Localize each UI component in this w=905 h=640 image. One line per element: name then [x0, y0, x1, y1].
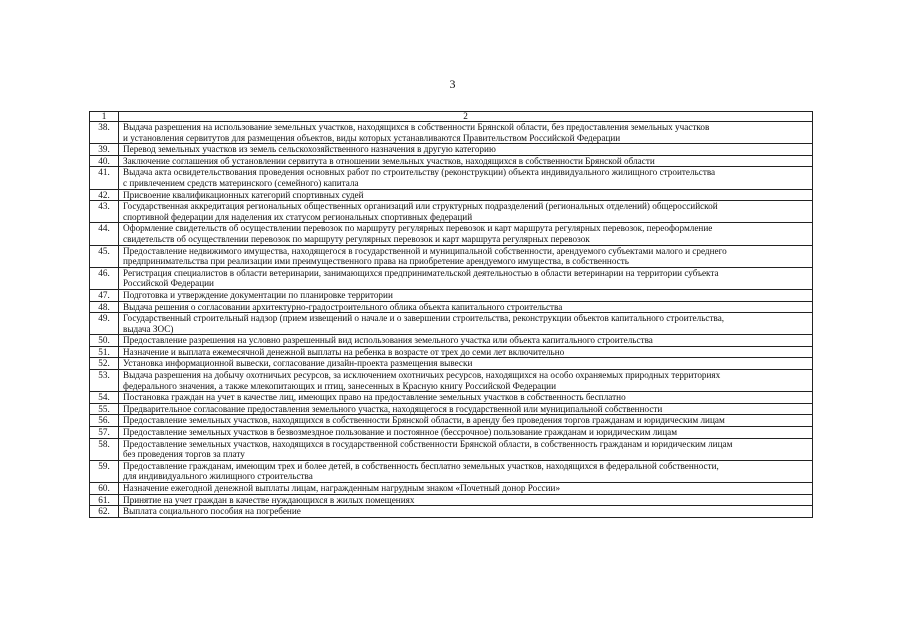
row-number: 52.	[90, 358, 119, 370]
table-row	[90, 144, 813, 156]
table-row	[90, 122, 813, 144]
table-row	[90, 167, 813, 189]
table-row	[90, 223, 813, 245]
service-name: Предоставление земельных участков, находящихся в государственной собственности Брянской области, в собственность гражданам и юридическим лицам без проведения торгов за плату	[119, 438, 813, 460]
row-number: 59.	[90, 460, 119, 482]
service-name: Назначение ежегодной денежной выплаты лицам, награжденным нагрудным знаком «Почетный донор России»	[119, 483, 813, 495]
row-number: 47.	[90, 289, 119, 301]
service-name: Государственный строительный надзор (прием извещений о начале и о завершении строительства, реконструкции объектов капитального строительства, выдача ЗОС)	[119, 313, 813, 335]
service-name: Выдача акта освидетельствования проведения основных работ по строительству (реконструкции) объекта индивидуального жилищного строительства с привлечением средств материнского (семейного) капитала	[119, 167, 813, 189]
table-row	[90, 438, 813, 460]
service-name: Выдача решения о согласовании архитектурно-градостроительного облика объекта капитального строительства	[119, 301, 813, 313]
service-name: Предоставление недвижимого имущества, находящегося в государственной и муниципальной собственности, арендуемого субъектами малого и среднего предпринимательства при реализации ими преимущественного права на приобретение арендуемого имущества, в собственность	[119, 245, 813, 267]
row-number: 51.	[90, 346, 119, 358]
table-row	[90, 483, 813, 495]
row-number: 62.	[90, 506, 119, 518]
row-number: 43.	[90, 201, 119, 223]
table-row	[90, 392, 813, 404]
service-name: Перевод земельных участков из земель сельскохозяйственного назначения в другую категорию	[119, 144, 813, 156]
table-row	[90, 189, 813, 201]
service-name: Присвоение квалификационных категорий спортивных судей	[119, 189, 813, 201]
service-name: Предоставление гражданам, имеющим трех и более детей, в собственность бесплатно земельных участков, находящихся в федеральной собственности, для индивидуального жилищного строительства	[119, 460, 813, 482]
row-number: 60.	[90, 483, 119, 495]
service-name: Заключение соглашения об установлении сервитута в отношении земельных участков, находящихся в собственности Брянской области	[119, 155, 813, 167]
row-number: 48.	[90, 301, 119, 313]
row-number: 45.	[90, 245, 119, 267]
service-name: Предоставление земельных участков, находящихся в собственности Брянской области, в аренду без проведения торгов гражданам и юридическим лицам	[119, 415, 813, 427]
service-name: Предоставление разрешения на условно разрешенный вид использования земельного участка или объекта капитального строительства	[119, 335, 813, 347]
row-number: 41.	[90, 167, 119, 189]
page-number: 3	[449, 77, 456, 91]
table-row	[90, 267, 813, 289]
table-header-row	[90, 112, 813, 122]
row-number: 50.	[90, 335, 119, 347]
service-name: Государственная аккредитация региональных общественных организаций или структурных подразделений (региональных отделений) общероссийской спортивной федерации для наделения их статусом региональных спортивных федераций	[119, 201, 813, 223]
row-number: 38.	[90, 122, 119, 144]
table-row	[90, 506, 813, 518]
row-number: 44.	[90, 223, 119, 245]
row-number: 57.	[90, 427, 119, 439]
service-name: Постановка граждан на учет в качестве лиц, имеющих право на предоставление земельных участков в собственность бесплатно	[119, 392, 813, 404]
row-number: 46.	[90, 267, 119, 289]
table-row	[90, 201, 813, 223]
table-row	[90, 460, 813, 482]
service-name: Оформление свидетельств об осуществлении перевозок по маршруту регулярных перевозок и карт маршрута регулярных перевозок, переоформление свидетельств об осуществлении перевозок по маршруту регулярных перевозок и карт маршрута регулярных перевозок	[119, 223, 813, 245]
row-number: 42.	[90, 189, 119, 201]
row-number: 56.	[90, 415, 119, 427]
service-name: Выплата социального пособия на погребение	[119, 506, 813, 518]
table-row	[90, 245, 813, 267]
table-row	[90, 415, 813, 427]
header-cell-number: 1	[90, 112, 119, 122]
service-name: Выдача разрешения на использование земельных участков, находящихся в собственности Брянской области, без предоставления земельных участков и установления сервитутов для размещения объектов, виды которых устанавливаются Правительством Российской Федерации	[119, 122, 813, 144]
table-row	[90, 301, 813, 313]
row-number: 61.	[90, 494, 119, 506]
service-name: Назначение и выплата ежемесячной денежной выплаты на ребенка в возрасте от трех до семи лет включительно	[119, 346, 813, 358]
service-name: Регистрация специалистов в области ветеринарии, занимающихся предпринимательской деятельностью в области ветеринарии на территории субъекта Российской Федерации	[119, 267, 813, 289]
row-number: 54.	[90, 392, 119, 404]
row-number: 49.	[90, 313, 119, 335]
services-table-body	[90, 112, 813, 518]
row-number: 58.	[90, 438, 119, 460]
table-row	[90, 403, 813, 415]
table-row	[90, 358, 813, 370]
table-row	[90, 335, 813, 347]
table-row	[90, 313, 813, 335]
service-name: Предоставление земельных участков в безвозмездное пользование и постоянное (бессрочное) пользование гражданам и юридическим лицам	[119, 427, 813, 439]
row-number: 53.	[90, 370, 119, 392]
services-table	[89, 111, 813, 518]
service-name: Принятие на учет граждан в качестве нуждающихся в жилых помещениях	[119, 494, 813, 506]
header-cell-service: 2	[119, 112, 813, 122]
table-row	[90, 370, 813, 392]
row-number: 55.	[90, 403, 119, 415]
row-number: 40.	[90, 155, 119, 167]
row-number: 39.	[90, 144, 119, 156]
service-name: Предварительное согласование предоставления земельного участка, находящегося в государственной или муниципальной собственности	[119, 403, 813, 415]
table-row	[90, 346, 813, 358]
table-row	[90, 494, 813, 506]
service-name: Подготовка и утверждение документации по планировке территории	[119, 289, 813, 301]
table-row	[90, 155, 813, 167]
table-row	[90, 427, 813, 439]
table-row	[90, 289, 813, 301]
service-name: Установка информационной вывески, согласование дизайн-проекта размещения вывески	[119, 358, 813, 370]
service-name: Выдача разрешения на добычу охотничьих ресурсов, за исключением охотничьих ресурсов, находящихся на особо охраняемых природных территориях федерального значения, а также млекопитающих и птиц, занесенных в Красную книгу Российской Федерации	[119, 370, 813, 392]
